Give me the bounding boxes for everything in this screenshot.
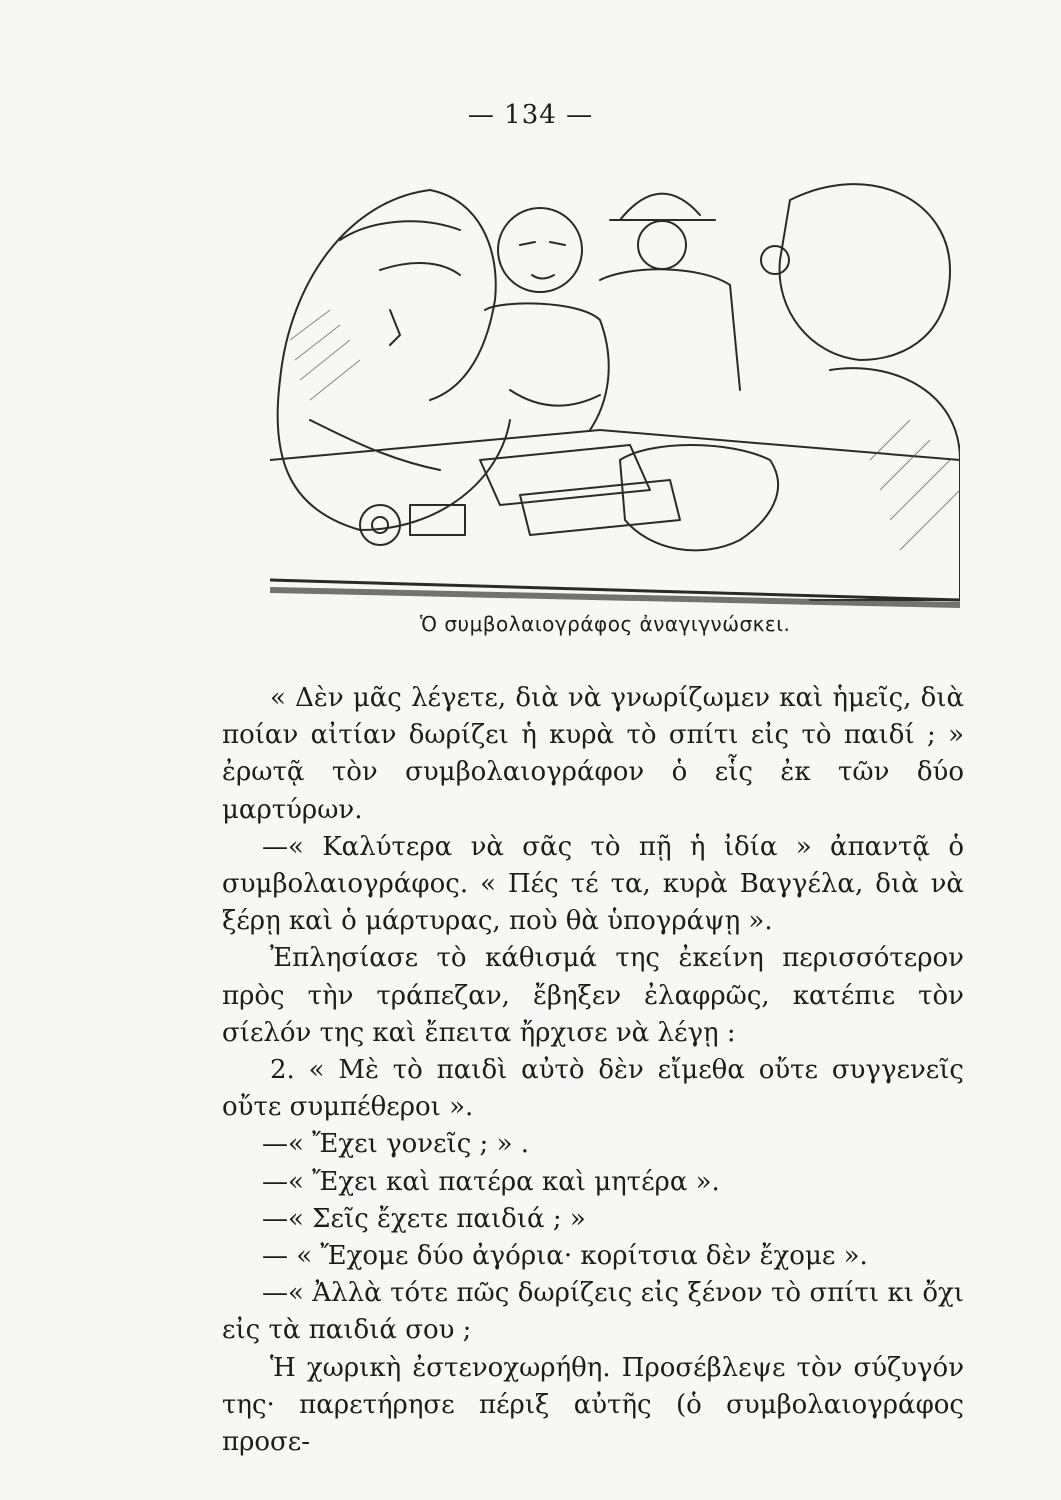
paragraph: Ἡ χωρικὴ ἐστενοχωρήθη. Προσέβλεψε τὸν σύζυγόν της· παρετήρησε πέριξ αὐτῆς (ὁ συμβολαιογράφος προσε- (222, 1352, 964, 1458)
paragraph: —« Ἔχει γονεῖς ; » . (262, 1129, 530, 1160)
paragraph: —« Ἔχει καὶ πατέρα καὶ μητέρα ». (262, 1166, 720, 1197)
paragraph: 2. « Μὲ τὸ παιδὶ αὐτὸ δὲν εἴμεθα οὔτε συγγενεῖς οὔτε συμπέθεροι ». (222, 1055, 964, 1123)
page-number: — 134 — (467, 100, 594, 130)
figure-caption: Ὁ συμβολαιογράφος ἀναγιγνώσκει. (420, 612, 791, 636)
paragraph: — « Ἔχομε δύο ἀγόρια· κορίτσια δὲν ἔχομε ». (262, 1241, 868, 1272)
paragraph: « Δὲν μᾶς λέγετε, διὰ νὰ γνωρίζωμεν καὶ ἡμεῖς, διὰ ποίαν αἰτίαν δωρίζει ἡ κυρὰ τὸ σπίτι εἰς τὸ παιδί ; » ἐρωτᾷ τὸν συμβολαιογράφον ὁ εἷς ἐκ τῶν δύο μαρτύρων. (222, 683, 964, 825)
body-text (222, 680, 964, 1461)
illustration-notary-scene (270, 160, 960, 610)
paragraph: —« Σεῖς ἔχετε παιδιά ; » (262, 1203, 586, 1234)
paragraph: —« Ἀλλὰ τότε πῶς δωρίζεις εἰς ξένον τὸ σπίτι κι ὄχι εἰς τὰ παιδιά σου ; (222, 1278, 964, 1346)
paragraph: —« Καλύτερα νὰ σᾶς τὸ πῇ ἡ ἰδία » ἀπαντᾷ ὁ συμβολαιογράφος. « Πές τέ τα, κυρὰ Βαγγέλα, διὰ νὰ ξέρῃ καὶ ὁ μάρτυρας, ποὺ θὰ ὑπογράψῃ ». (222, 831, 964, 937)
paragraph: Ἐπλησίασε τὸ κάθισμά της ἐκείνη περισσότερον πρὸς τὴν τράπεζαν, ἔβηξεν ἐλαφρῶς, κατέπιε τὸν σίελόν της καὶ ἔπειτα ἤρχισε νὰ λέγῃ : (222, 943, 964, 1048)
